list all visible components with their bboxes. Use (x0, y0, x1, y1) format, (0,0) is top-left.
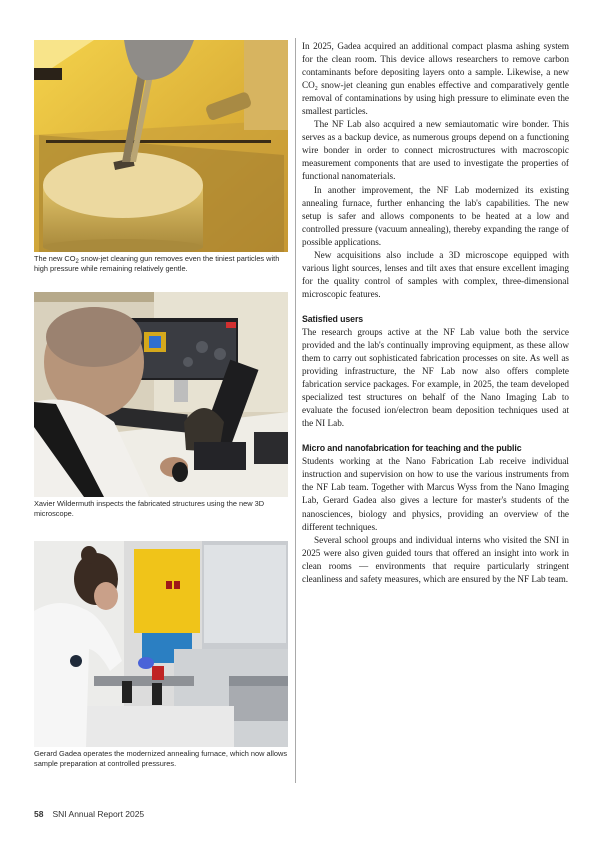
column-divider (295, 38, 296, 783)
paragraph-school-groups: Several school groups and individual interns who visited the SNI in 2025 were also given guided tours that offered an insight into work in clean rooms — environments that require particularly stringent cleanliness and safety measures, which are ensured by the NF Lab team. (302, 534, 569, 584)
page-number: 58 (34, 809, 44, 819)
heading-teaching-public: Micro and nanofabrication for teaching and the public (302, 443, 522, 454)
photo-annealing-furnace (34, 541, 288, 747)
photo-3d-microscope-image (34, 292, 288, 497)
photo-snow-jet-cleaning (34, 40, 288, 252)
footer-title: SNI Annual Report 2025 (52, 809, 145, 819)
caption-annealing-furnace: Gerard Gadea operates the modernized annealing furnace, which now allows sample preparation at controlled pressures. (34, 749, 288, 768)
paragraph-plasma-ashing: In 2025, Gadea acquired an additional compact plasma ashing system for the clean room. This device allows researchers to remove carbon contaminants before depositing layers onto a sample. Likewise, a new $CO_2$ snow-jet cleaning gun enables effective and comparatively gentle removal of contaminations by using high pressure to eliminate even the smallest particles. (302, 41, 569, 117)
paragraph-3d-microscope: New acquisitions also include a 3D microscope equipped with various light sources, lenses and tilt axes that ensure excellent imaging for the quality control of samples with complex, three-dimensional microscopic features. (302, 249, 569, 299)
page-footer (34, 809, 144, 819)
article-column (302, 40, 569, 586)
paragraph-wire-bonder: The NF Lab also acquired a new semiautomatic wire bonder. This serves as a backup device, as numerous groups depend on a functioning wire bonder in order to connect microstructures with macroscopic measurement components that are used to investigate the properties of functional nanomaterials. (302, 119, 569, 182)
photo-snow-jet-image (34, 40, 288, 252)
paragraph-annealing-furnace: In another improvement, the NF Lab modernized its existing annealing furnace, further enhancing the lab's capabilities. The new setup is safer and allows components to be heated at a low and controlled pressure (vacuum annealing), thereby expanding the range of possible applications. (302, 184, 569, 247)
caption-snow-jet: The new $CO_2$ snow-jet cleaning gun removes even the tiniest particles with high pressure while remaining relatively gentle. (34, 254, 280, 273)
photo-annealing-furnace-image (34, 541, 288, 747)
paragraph-students: Students working at the Nano Fabrication Lab receive individual instruction and supervision on how to use the various instruments from the NF Lab team. Together with Marcus Wyss from the Nano Imaging Lab, Gerard Gadea also gives a lecture for master's students of the nanosciences, biology and physics, providing an overview of the different techniques. (302, 456, 569, 532)
caption-3d-microscope: Xavier Wildermuth inspects the fabricated structures using the new 3D microscope. (34, 499, 265, 518)
heading-satisfied-users: Satisfied users (302, 313, 364, 324)
paragraph-satisfied-users: The research groups active at the NF Lab value both the service provided and the lab's continually improving equipment, as these allow them to carry out sophisticated fabrication processes on site. As well as providing infrastructure, the NF Lab now also offers complete fabrication service packages. For example, in 2025, the team developed specialized test structures on behalf of the Nano Imaging Lab to evaluate the focused ion/electron beam deposition techniques used at the NI Lab. (302, 326, 569, 429)
photo-3d-microscope (34, 292, 288, 497)
